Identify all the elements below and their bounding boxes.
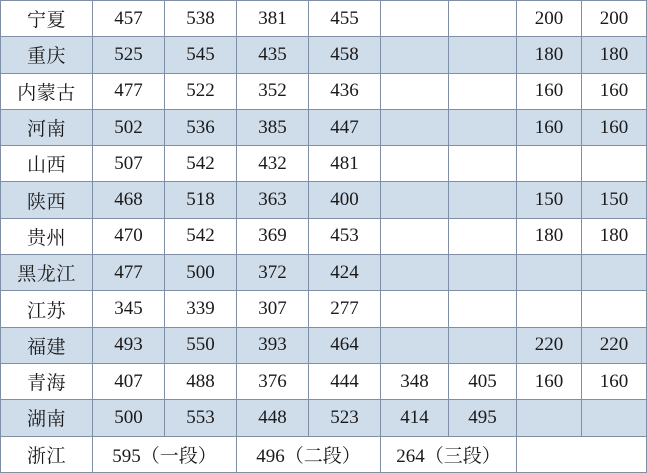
empty-cell <box>449 218 517 254</box>
empty-cell <box>381 73 449 109</box>
segment-cell: 264（三段） <box>381 436 517 472</box>
score-cell: 307 <box>237 291 309 327</box>
score-cell: 369 <box>237 218 309 254</box>
empty-cell <box>517 291 582 327</box>
empty-cell <box>582 400 647 436</box>
score-cell: 385 <box>237 109 309 145</box>
score-cell: 160 <box>517 73 582 109</box>
score-cell: 400 <box>309 182 381 218</box>
score-cell: 518 <box>165 182 237 218</box>
segment-cell: 595（一段） <box>93 436 237 472</box>
province-cell: 河南 <box>1 109 93 145</box>
score-cell: 220 <box>582 327 647 363</box>
score-cell: 447 <box>309 109 381 145</box>
table-row <box>1 327 647 363</box>
score-cell: 500 <box>165 255 237 291</box>
table-row <box>1 436 647 472</box>
empty-cell <box>381 109 449 145</box>
score-cell: 477 <box>93 255 165 291</box>
score-cell: 160 <box>517 363 582 399</box>
score-cell: 488 <box>165 363 237 399</box>
score-cell: 444 <box>309 363 381 399</box>
empty-cell <box>517 255 582 291</box>
province-cell: 湖南 <box>1 400 93 436</box>
province-cell: 福建 <box>1 327 93 363</box>
empty-cell <box>449 109 517 145</box>
empty-cell <box>517 400 582 436</box>
score-cell: 550 <box>165 327 237 363</box>
score-cell: 470 <box>93 218 165 254</box>
score-cell: 277 <box>309 291 381 327</box>
table-row <box>1 146 647 182</box>
empty-cell <box>582 291 647 327</box>
score-cell: 150 <box>517 182 582 218</box>
score-cell: 393 <box>237 327 309 363</box>
score-cell: 495 <box>449 400 517 436</box>
score-cell: 468 <box>93 182 165 218</box>
score-cell: 220 <box>517 327 582 363</box>
score-cell: 180 <box>582 37 647 73</box>
score-cell: 538 <box>165 1 237 37</box>
score-cell: 507 <box>93 146 165 182</box>
province-cell: 内蒙古 <box>1 73 93 109</box>
empty-cell <box>449 291 517 327</box>
score-cell: 180 <box>517 37 582 73</box>
table-row <box>1 73 647 109</box>
score-cell: 414 <box>381 400 449 436</box>
empty-cell <box>381 218 449 254</box>
score-cell: 150 <box>582 182 647 218</box>
score-cell: 493 <box>93 327 165 363</box>
score-cell: 352 <box>237 73 309 109</box>
score-cell: 553 <box>165 400 237 436</box>
score-cell: 455 <box>309 1 381 37</box>
score-cell: 523 <box>309 400 381 436</box>
score-cell: 481 <box>309 146 381 182</box>
score-cell: 432 <box>237 146 309 182</box>
score-cell: 372 <box>237 255 309 291</box>
score-cell: 200 <box>582 1 647 37</box>
empty-cell <box>449 37 517 73</box>
province-cell: 宁夏 <box>1 1 93 37</box>
empty-cell <box>381 37 449 73</box>
score-cell: 424 <box>309 255 381 291</box>
score-cell: 160 <box>582 363 647 399</box>
score-cell: 477 <box>93 73 165 109</box>
score-cell: 180 <box>582 218 647 254</box>
table-row <box>1 255 647 291</box>
province-cell: 山西 <box>1 146 93 182</box>
score-cell: 436 <box>309 73 381 109</box>
score-cell: 448 <box>237 400 309 436</box>
score-cell: 381 <box>237 1 309 37</box>
empty-cell <box>517 146 582 182</box>
empty-cell <box>582 146 647 182</box>
empty-cell <box>381 327 449 363</box>
province-cell: 贵州 <box>1 218 93 254</box>
table-row <box>1 37 647 73</box>
score-cell: 160 <box>582 109 647 145</box>
province-cell: 陕西 <box>1 182 93 218</box>
score-cell: 502 <box>93 109 165 145</box>
empty-cell <box>449 255 517 291</box>
empty-cell <box>582 255 647 291</box>
empty-cell <box>381 291 449 327</box>
score-cell: 522 <box>165 73 237 109</box>
score-cell: 200 <box>517 1 582 37</box>
score-cell: 525 <box>93 37 165 73</box>
province-cell: 青海 <box>1 363 93 399</box>
empty-cell <box>449 146 517 182</box>
empty-cell <box>381 255 449 291</box>
score-cell: 545 <box>165 37 237 73</box>
score-cell: 363 <box>237 182 309 218</box>
score-cell: 542 <box>165 146 237 182</box>
table-row <box>1 182 647 218</box>
province-cell: 江苏 <box>1 291 93 327</box>
empty-cell <box>381 1 449 37</box>
empty-cell <box>449 182 517 218</box>
score-cell: 500 <box>93 400 165 436</box>
score-cell: 160 <box>582 73 647 109</box>
province-cell: 重庆 <box>1 37 93 73</box>
table-row <box>1 400 647 436</box>
score-cell: 435 <box>237 37 309 73</box>
score-cell: 348 <box>381 363 449 399</box>
table-row <box>1 291 647 327</box>
empty-cell <box>449 73 517 109</box>
table-row <box>1 363 647 399</box>
table-row <box>1 1 647 37</box>
score-cell: 536 <box>165 109 237 145</box>
score-cell: 405 <box>449 363 517 399</box>
score-cell: 453 <box>309 218 381 254</box>
score-cell: 345 <box>93 291 165 327</box>
score-cell: 458 <box>309 37 381 73</box>
table-body <box>1 1 647 473</box>
score-cell: 542 <box>165 218 237 254</box>
score-cell: 407 <box>93 363 165 399</box>
province-cell: 黑龙江 <box>1 255 93 291</box>
empty-cell <box>381 146 449 182</box>
empty-cell <box>449 1 517 37</box>
score-cell: 339 <box>165 291 237 327</box>
empty-cell <box>449 327 517 363</box>
segment-cell: 496（二段） <box>237 436 381 472</box>
table-row <box>1 109 647 145</box>
score-cell: 457 <box>93 1 165 37</box>
table-row <box>1 218 647 254</box>
score-cell: 180 <box>517 218 582 254</box>
score-cell: 160 <box>517 109 582 145</box>
score-cell: 376 <box>237 363 309 399</box>
empty-cell <box>381 182 449 218</box>
province-cell: 浙江 <box>1 436 93 472</box>
segment-cell <box>517 436 647 472</box>
score-cell: 464 <box>309 327 381 363</box>
